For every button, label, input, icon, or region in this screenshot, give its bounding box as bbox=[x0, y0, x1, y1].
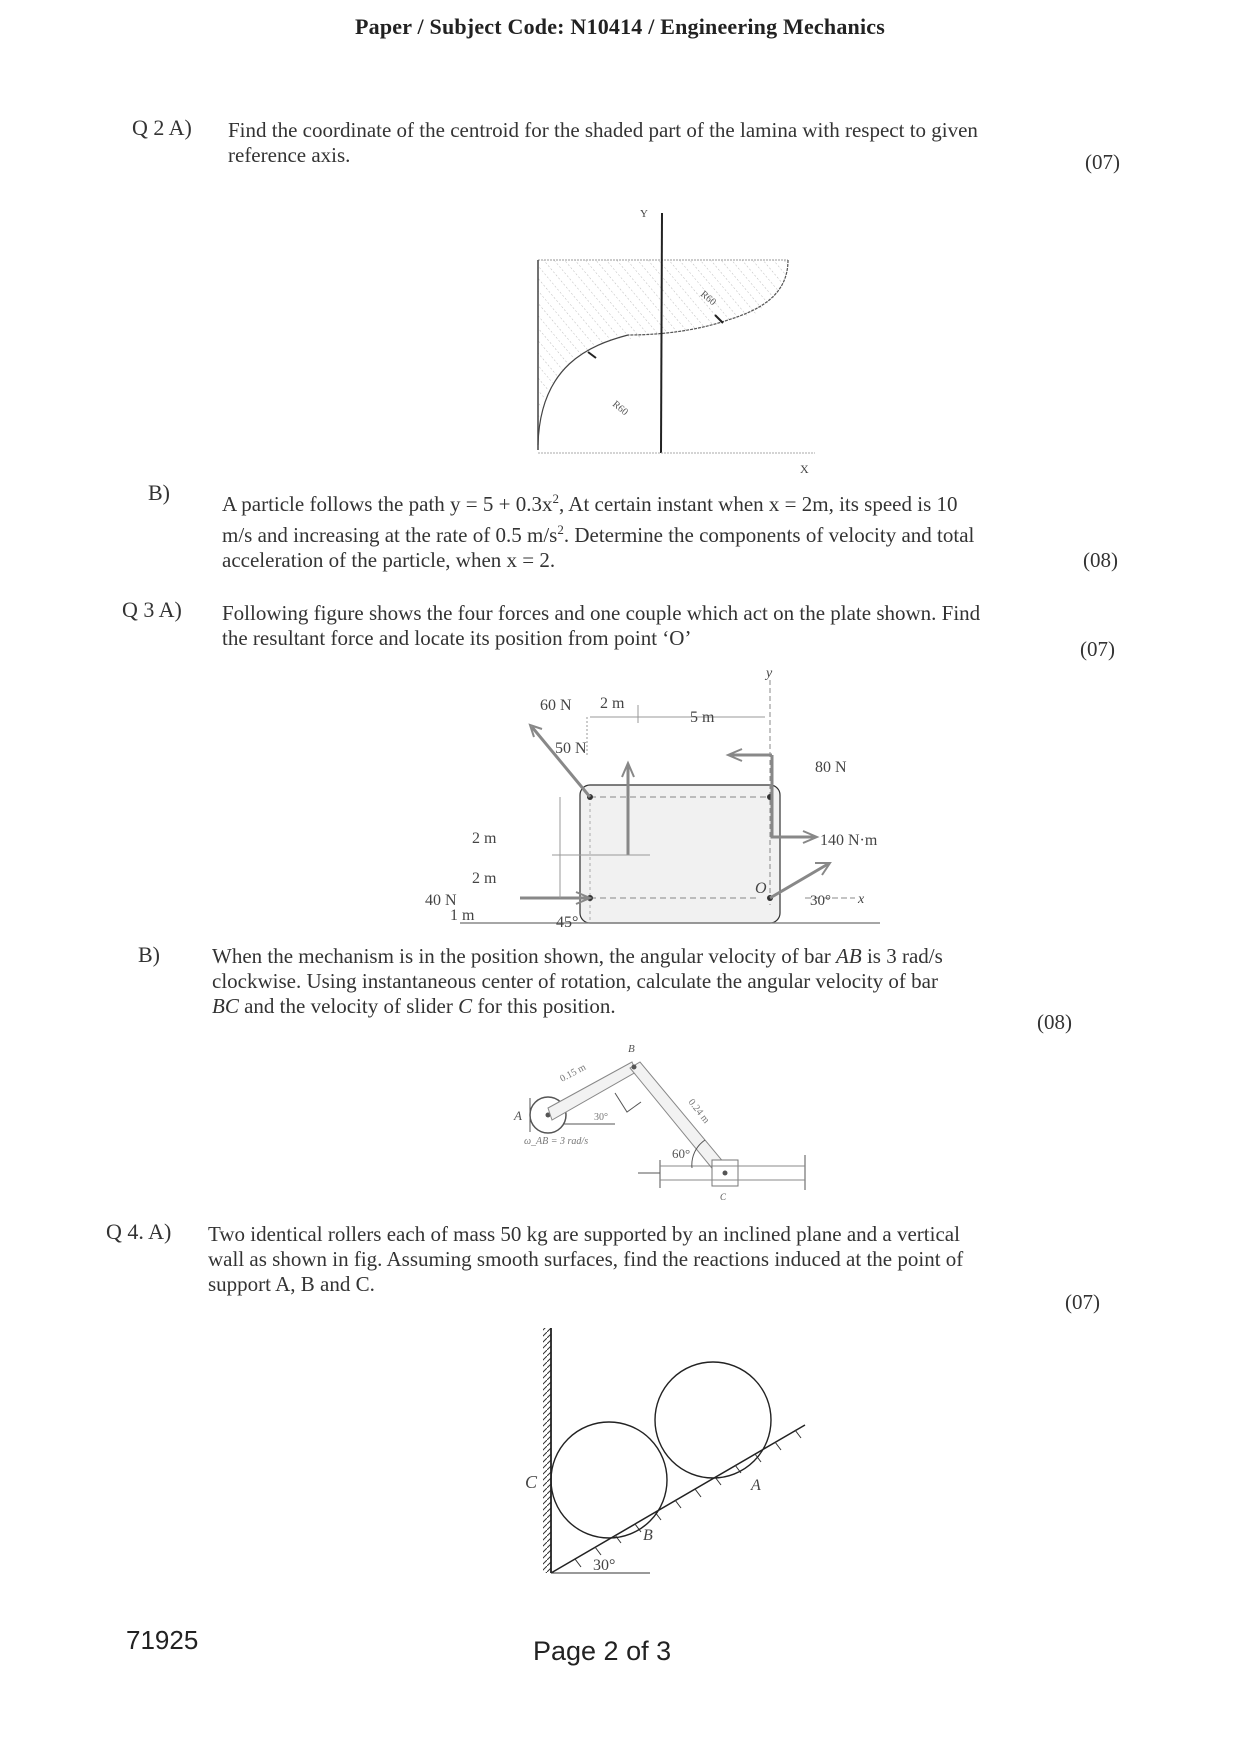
q2b-text-line1 bbox=[222, 486, 1122, 517]
force-50n-label: 50 N bbox=[555, 740, 587, 757]
q3b-mechanism-figure bbox=[500, 1040, 800, 1210]
q3b-text-line2: clockwise. Using instantaneous center of rotation, calculate the angular velocity of bar bbox=[212, 969, 938, 993]
point-o-label: O bbox=[755, 880, 767, 897]
q3b-text-line3 bbox=[212, 994, 1112, 1019]
radius-label-bottom: R60 bbox=[610, 398, 630, 419]
point-c-label: C bbox=[720, 1192, 727, 1202]
couple-label: 140 N·m bbox=[820, 832, 878, 849]
y-axis-label: Y bbox=[640, 208, 648, 220]
q3b-line3-var2: C bbox=[458, 994, 473, 1018]
paper-code: 71925 bbox=[126, 1625, 199, 1655]
q2b-marks: (08) bbox=[1083, 548, 1118, 572]
q3a-plate-figure bbox=[425, 665, 880, 931]
q4a-text-line2: wall as shown in fig. Assuming smooth surfaces, find the reactions induced at the point of bbox=[208, 1247, 964, 1271]
page-header: Paper / Subject Code: N10414 / Engineering Mechanics bbox=[354, 14, 886, 39]
q2a-lamina-figure bbox=[520, 195, 840, 476]
q3b-line3-var1: BC bbox=[212, 994, 239, 1018]
q2a-text-line2: reference axis. bbox=[228, 143, 351, 167]
angle-30-label: 30° bbox=[810, 893, 831, 909]
radius-label-top: R60 bbox=[698, 288, 718, 309]
len-bc-label: 0.24 m bbox=[685, 1097, 712, 1126]
q2b-line1-pre: A particle follows the path y = 5 + 0.3x bbox=[222, 492, 553, 516]
q3b-line1-pre: When the mechanism is in the position shown, the angular velocity of bar bbox=[212, 944, 837, 968]
force-80n-label: 80 N bbox=[815, 759, 847, 776]
q2b-line2-sup: 2 bbox=[557, 522, 564, 537]
q3a-label: Q 3 A) bbox=[122, 597, 182, 622]
q3a-marks: (07) bbox=[1080, 637, 1115, 661]
point-b-label: B bbox=[643, 1527, 653, 1544]
q3b-line1-var: AB bbox=[836, 944, 862, 968]
q4a-rollers-figure bbox=[505, 1320, 815, 1580]
angle-label: 30° bbox=[593, 1557, 616, 1574]
q4a-text-line1: Two identical rollers each of mass 50 kg are supported by an inclined plane and a vertical bbox=[208, 1222, 960, 1246]
pivot-b bbox=[632, 1065, 637, 1070]
dim-2m-b-label: 2 m bbox=[472, 870, 497, 887]
wall-hatch bbox=[543, 1328, 551, 1573]
q3b-line3-mid: and the velocity of slider bbox=[238, 994, 459, 1018]
force-60n-label: 60 N bbox=[540, 697, 572, 714]
q3a-text-line1: Following figure shows the four forces and one couple which act on the plate shown. Find bbox=[222, 601, 981, 625]
dim-5m-label: 5 m bbox=[690, 709, 715, 726]
point-b-label: B bbox=[628, 1043, 635, 1055]
q2b-text bbox=[222, 486, 1122, 573]
angle-30-label: 30° bbox=[594, 1112, 608, 1123]
plate bbox=[580, 785, 780, 923]
shaded-region bbox=[538, 260, 788, 430]
pivot-c bbox=[723, 1171, 728, 1176]
force-60n-arrow bbox=[532, 727, 590, 797]
q3b-line1-post: is 3 rad/s bbox=[861, 944, 943, 968]
q2a-text-line1: Find the coordinate of the centroid for the shaded part of the lamina with respect to given bbox=[228, 118, 978, 142]
page-number: Page 2 of 3 bbox=[533, 1636, 672, 1666]
dim-2m-top-label: 2 m bbox=[600, 695, 625, 712]
angle-60-label: 60° bbox=[672, 1146, 691, 1161]
dim-2m-a-label: 2 m bbox=[472, 830, 497, 847]
angle-45-label: 45° bbox=[556, 914, 579, 931]
y-axis bbox=[661, 213, 662, 453]
force-40n-label: 40 N bbox=[425, 892, 457, 909]
q2b-line2-post: . Determine the components of velocity and total bbox=[563, 523, 975, 547]
q2b-line2-pre: m/s and increasing at the rate of 0.5 m/s bbox=[222, 523, 558, 547]
right-angle-mark bbox=[615, 1093, 641, 1112]
roller-upper bbox=[655, 1362, 771, 1478]
q3b-line3-post: for this position. bbox=[472, 994, 616, 1018]
q2b-text-line2 bbox=[222, 517, 1122, 548]
axis-x-label: x bbox=[858, 892, 865, 907]
arrow-tick-bottom bbox=[588, 352, 596, 358]
q3b-text bbox=[212, 944, 1112, 1019]
q3b-label: B) bbox=[138, 942, 160, 967]
len-ab-label: 0.15 m bbox=[558, 1061, 588, 1085]
omega-label: ω_AB = 3 rad/s bbox=[524, 1136, 589, 1147]
incline-hatch bbox=[575, 1430, 801, 1567]
axis-y-label: y bbox=[766, 666, 773, 681]
q3b-marks: (08) bbox=[1037, 1010, 1072, 1034]
q2b-label: B) bbox=[148, 480, 170, 505]
q4a-label: Q 4. A) bbox=[106, 1219, 172, 1244]
q4a-text bbox=[208, 1222, 1128, 1297]
q2a-label: Q 2 A) bbox=[132, 115, 192, 140]
dim-1m-label: 1 m bbox=[450, 907, 475, 924]
q2b-text-line3: acceleration of the particle, when x = 2. bbox=[222, 548, 556, 572]
x-axis-label: X bbox=[800, 462, 809, 476]
roller-lower bbox=[551, 1422, 667, 1538]
point-c-label: C bbox=[525, 1472, 538, 1492]
q2a-marks: (07) bbox=[1085, 150, 1120, 174]
q2b-line1-post: , At certain instant when x = 2m, its speed is 10 bbox=[558, 492, 958, 516]
q4a-text-line3: support A, B and C. bbox=[208, 1272, 375, 1296]
q3a-text bbox=[222, 601, 1122, 651]
bar-ab bbox=[548, 1062, 636, 1120]
q2a-text bbox=[228, 118, 1128, 168]
inclined-plane bbox=[551, 1425, 805, 1573]
point-a-label: A bbox=[751, 1477, 761, 1494]
q3b-text-line1 bbox=[212, 944, 1112, 969]
q3a-text-line2: the resultant force and locate its position from point ‘O’ bbox=[222, 626, 692, 650]
q4a-marks: (07) bbox=[1065, 1290, 1100, 1314]
point-a-label: A bbox=[514, 1108, 522, 1123]
q2b-line1-sup: 2 bbox=[552, 491, 559, 506]
